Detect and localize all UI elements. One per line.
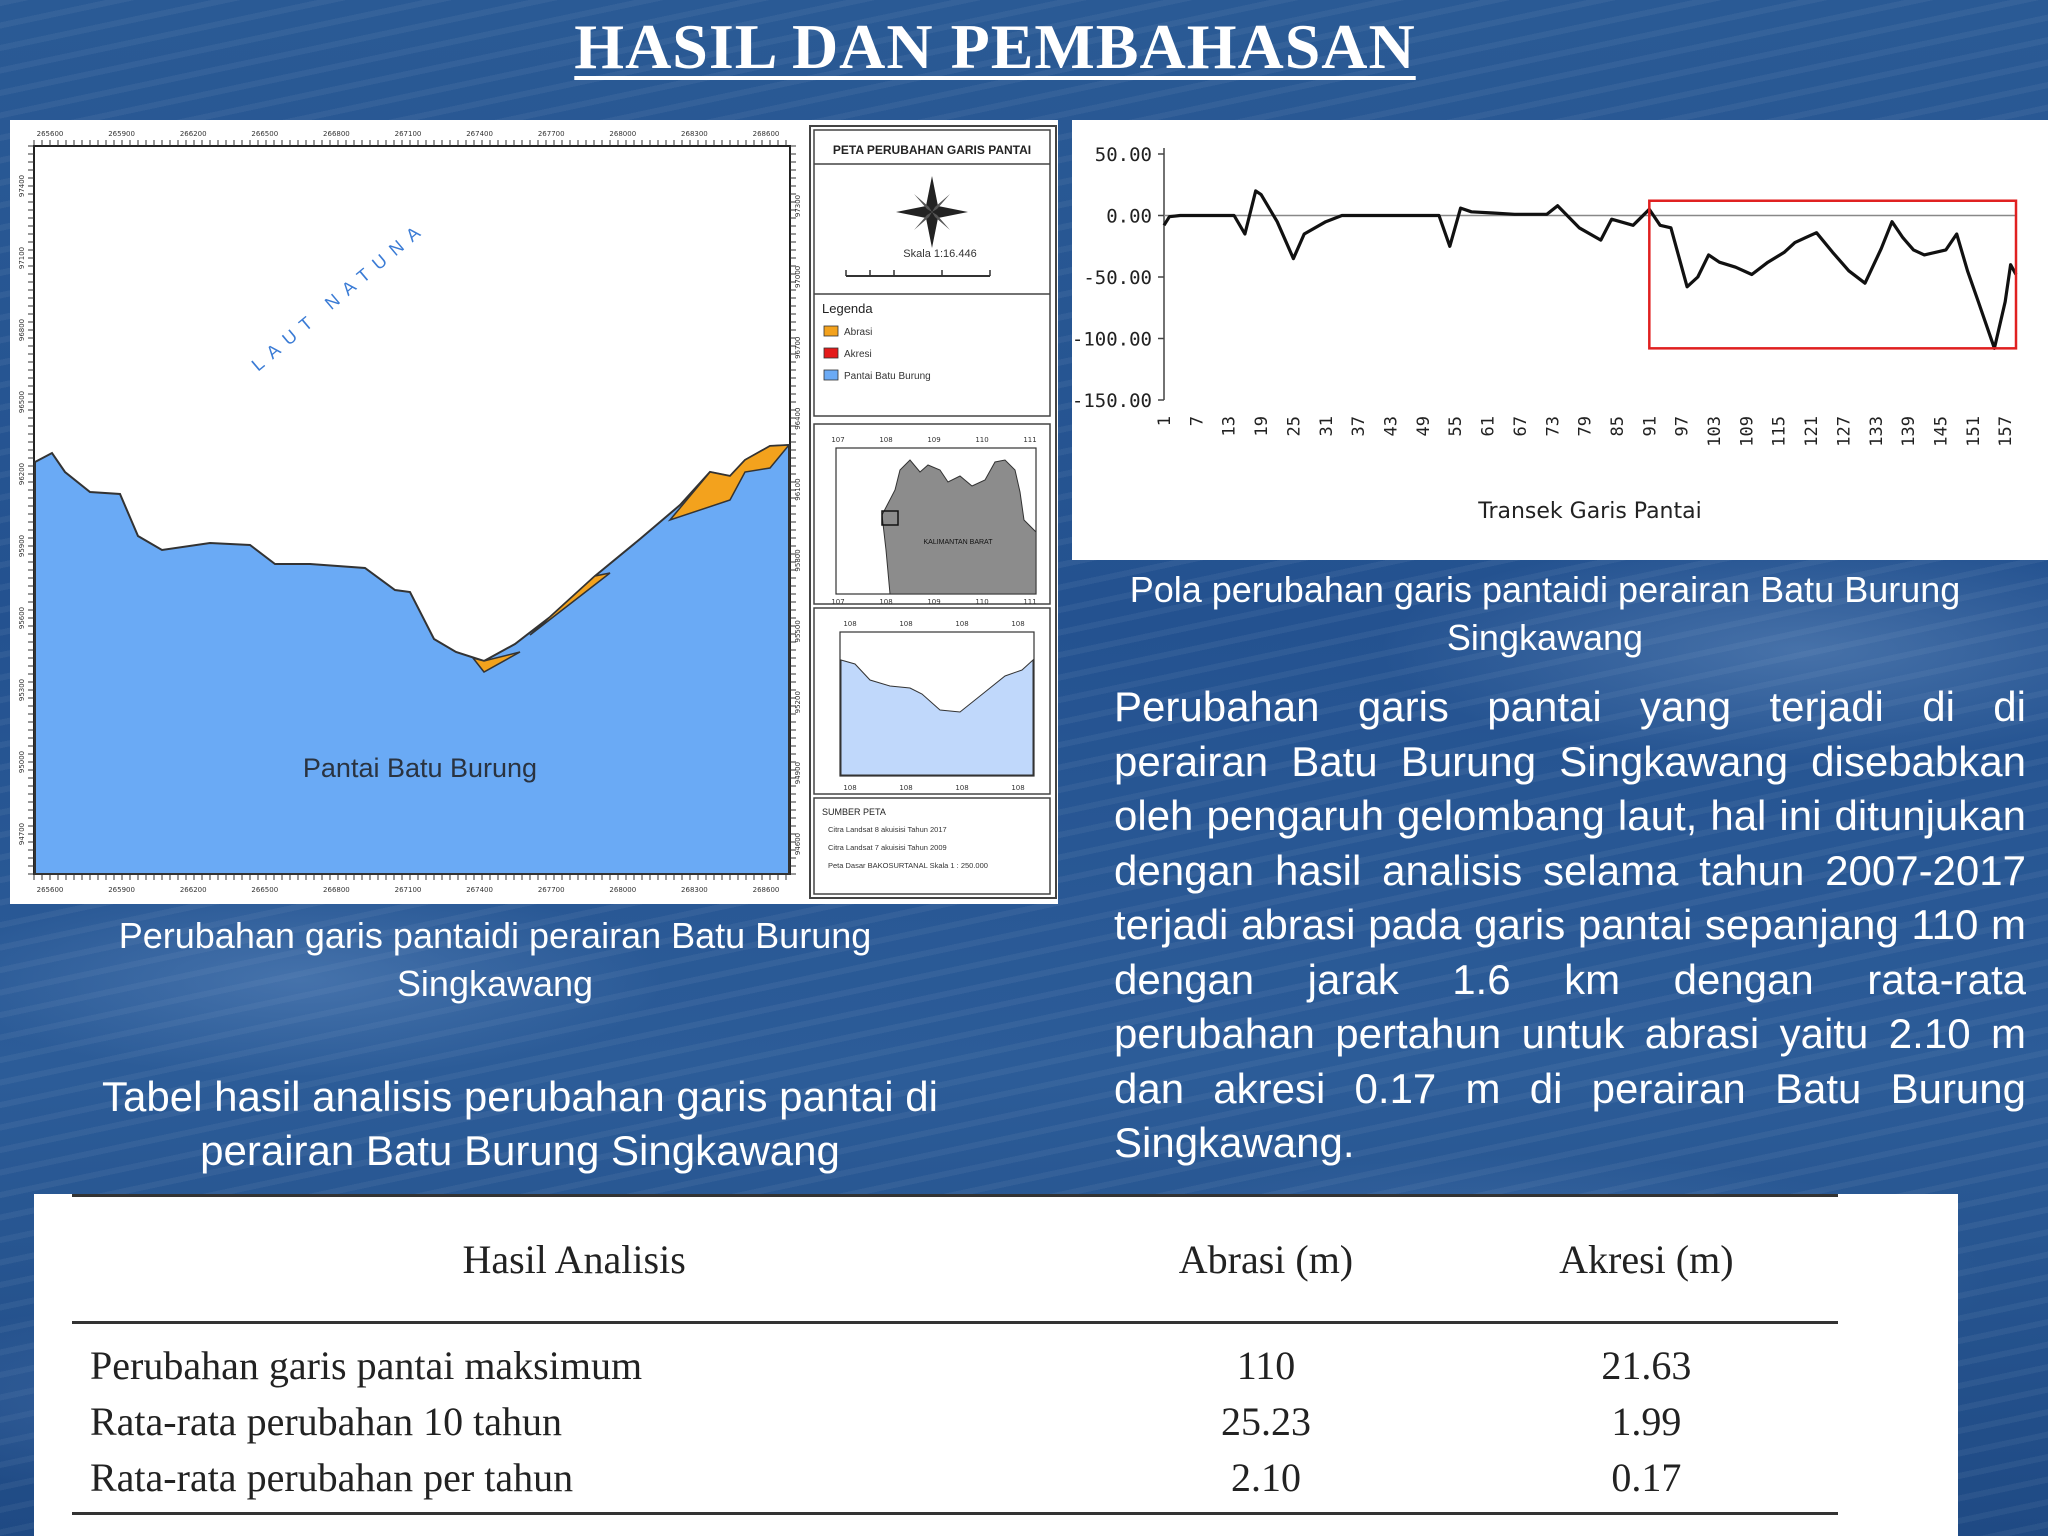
- table-cell: 110: [1236, 1342, 1296, 1388]
- kalimantan-inset-map: [882, 460, 1036, 594]
- x-tick-label: 73: [1543, 416, 1564, 437]
- y-tick-label: 0.00: [1106, 205, 1152, 228]
- map-tick-label: 96400: [794, 407, 802, 430]
- legend-item-label: Akresi: [844, 349, 872, 360]
- chart-x-axis-label: Transek Garis Pantai: [1478, 499, 1702, 524]
- y-tick-label: -100.00: [1072, 328, 1152, 351]
- inset-tick-label: 108: [899, 620, 913, 628]
- results-table: [72, 1194, 1838, 1515]
- legend-swatch: [824, 348, 838, 358]
- legend-item-label: Pantai Batu Burung: [844, 371, 931, 382]
- coastline-map-figure: [10, 120, 1058, 904]
- map-tick-label: 266500: [251, 130, 279, 138]
- map-tick-label: 265600: [36, 130, 64, 138]
- table-cell: 2.10: [1077, 1449, 1454, 1514]
- slide-title: HASIL DAN PEMBAHASAN: [574, 11, 1416, 82]
- map-tick-label: 267400: [466, 886, 493, 894]
- table-cell: Rata-rata perubahan 10 tahun: [90, 1398, 563, 1444]
- table-row: [72, 1323, 1838, 1394]
- discussion-paragraph: Perubahan garis pantai yang terjadi di di perairan Batu Burung Singkawang disebabkan oleh pengaruh gelombang laut, hal ini ditunjukan dengan hasil analisis selama tahun 2007-2017 terjadi abrasi pada garis pantai sepanjang 110 m dengan jarak 1.6 km dengan rata-rata perubahan pertahun untuk abrasi yaitu 2.10 m dan akresi 0.17 m di perairan Batu Burung Singkawang.: [1114, 683, 2026, 1166]
- map-tick-label: 97000: [794, 265, 802, 289]
- map-tick-label: 96700: [794, 336, 802, 359]
- inset-region-label: KALIMANTAN BARAT: [923, 539, 993, 546]
- map-tick-label: 268000: [609, 886, 637, 894]
- inset-tick-label: 108: [843, 620, 857, 628]
- chart-x-axis: [1155, 216, 2016, 447]
- x-tick-label: 43: [1381, 416, 1402, 437]
- x-tick-label: 145: [1931, 416, 1952, 447]
- x-tick-label: 55: [1446, 416, 1467, 437]
- table-row: [72, 1449, 1838, 1514]
- map-tick-label: 268300: [681, 130, 708, 138]
- table-cell: 21.63: [1601, 1342, 1692, 1388]
- y-tick-label: 50.00: [1094, 144, 1152, 166]
- inset-tick-label: 108: [955, 620, 969, 628]
- inset-tick-label: 108: [899, 784, 913, 792]
- map-tick-label: 265900: [108, 130, 135, 138]
- inset-tick-label: 107: [831, 436, 845, 444]
- chart-y-axis: [1072, 144, 1164, 412]
- x-tick-label: 115: [1769, 416, 1790, 447]
- map-tick-label: 94600: [794, 832, 802, 856]
- map-tick-label: 268600: [752, 886, 780, 894]
- x-tick-label: 121: [1802, 416, 1823, 447]
- map-tick-label: 95300: [18, 678, 26, 702]
- x-tick-label: 127: [1834, 416, 1855, 447]
- map-tick-label: 95000: [18, 750, 26, 774]
- map-caption: Perubahan garis pantaidi perairan Batu Burung Singkawang: [118, 915, 872, 1004]
- table-header-cell: Hasil Analisis: [72, 1196, 1077, 1323]
- land-label: Pantai Batu Burung: [302, 753, 538, 783]
- map-scale: Skala 1:16.446: [903, 248, 977, 260]
- source-item: Peta Dasar BAKOSURTANAL Skala 1 : 250.000: [828, 861, 988, 870]
- map-tick-label: 96800: [18, 318, 26, 342]
- map-tick-label: 94700: [18, 822, 26, 846]
- sea-label: LAUT NATUNA: [247, 216, 431, 376]
- inset-tick-label: 109: [927, 598, 941, 606]
- table-row: [72, 1393, 1838, 1449]
- map-tick-label: 267700: [537, 130, 565, 138]
- map-left-ticks: [18, 175, 26, 845]
- table-header-row: [72, 1196, 1838, 1323]
- map-tick-label: 95200: [794, 691, 802, 714]
- legend-swatch: [824, 326, 838, 336]
- map-panel-title: PETA PERUBAHAN GARIS PANTAI: [832, 143, 1032, 157]
- inset-tick-label: 109: [927, 436, 941, 444]
- map-tick-label: 95500: [794, 620, 802, 643]
- map-tick-label: 268000: [609, 130, 637, 138]
- x-tick-label: 31: [1316, 416, 1337, 437]
- inset-tick-label: 110: [975, 436, 989, 444]
- x-tick-label: 49: [1413, 416, 1434, 437]
- map-tick-label: 267400: [466, 130, 493, 138]
- map-tick-label: 267100: [394, 130, 422, 138]
- table-cell: 1.99: [1611, 1398, 1682, 1444]
- map-tick-label: 265600: [36, 886, 64, 894]
- results-table-panel: [34, 1194, 1958, 1536]
- inset-tick-label: 107: [831, 598, 845, 606]
- x-tick-label: 85: [1607, 416, 1628, 437]
- shoreline-change-chart-figure: [1072, 120, 2048, 560]
- y-tick-label: -50.00: [1083, 267, 1152, 289]
- map-bottom-ticks: [37, 886, 780, 894]
- map-tick-label: 267700: [537, 886, 565, 894]
- y-tick-label: -150.00: [1072, 390, 1152, 412]
- x-tick-label: 1: [1155, 416, 1175, 427]
- inset-tick-label: 108: [1011, 620, 1025, 628]
- map-tick-label: 266500: [251, 886, 279, 894]
- x-tick-label: 25: [1284, 416, 1305, 437]
- legend-swatch: [824, 370, 838, 380]
- inset-tick-label: 108: [879, 598, 893, 606]
- x-tick-label: 97: [1672, 416, 1693, 437]
- table-cell: Rata-rata perubahan per tahun: [72, 1449, 1077, 1514]
- x-tick-label: 133: [1866, 416, 1887, 447]
- table-cell: 0.17: [1455, 1449, 1838, 1514]
- shoreline-change-chart: [1072, 120, 2048, 560]
- legend-title: Legenda: [822, 301, 873, 316]
- series-line: [1164, 191, 2016, 348]
- source-item: Citra Landsat 8 akuisisi Tahun 2017: [828, 825, 947, 834]
- map-tick-label: 266200: [179, 130, 207, 138]
- map-tick-label: 266200: [179, 886, 207, 894]
- map-top-ticks: [37, 130, 780, 138]
- x-tick-label: 103: [1705, 416, 1726, 447]
- x-tick-label: 61: [1478, 416, 1499, 437]
- x-tick-label: 13: [1219, 416, 1240, 437]
- map-tick-label: 94900: [794, 761, 802, 785]
- highlight-box: [1649, 201, 2016, 349]
- legend-item-label: Abrasi: [844, 327, 873, 338]
- x-tick-label: 37: [1349, 416, 1370, 437]
- table-cell: Perubahan garis pantai maksimum: [90, 1342, 643, 1388]
- inset-tick-label: 111: [1023, 598, 1037, 606]
- map-tick-label: 268600: [752, 130, 780, 138]
- map-tick-label: 96200: [18, 462, 26, 486]
- map-tick-label: 95800: [794, 549, 802, 572]
- map-tick-label: 97300: [794, 194, 802, 218]
- map-tick-label: 266800: [323, 130, 350, 138]
- source-title: SUMBER PETA: [822, 807, 886, 817]
- inset-tick-label: 108: [955, 784, 969, 792]
- map-tick-label: 96100: [794, 478, 802, 501]
- x-tick-label: 79: [1575, 416, 1596, 437]
- map-right-ticks: [794, 195, 802, 855]
- inset-tick-label: 110: [975, 598, 989, 606]
- table-cell: 25.23: [1220, 1398, 1311, 1444]
- map-tick-label: 95600: [18, 606, 26, 630]
- table-header-cell: Abrasi (m): [1077, 1196, 1454, 1323]
- table-caption: Tabel hasil analisis perubahan garis pantai di perairan Batu Burung Singkawang: [102, 1073, 938, 1174]
- inset-tick-label: 111: [1023, 436, 1037, 444]
- inset-tick-label: 108: [843, 784, 857, 792]
- map-tick-label: 268300: [681, 886, 708, 894]
- inset-tick-label: 108: [879, 436, 893, 444]
- x-tick-label: 157: [1996, 416, 2017, 447]
- map-tick-label: 265900: [108, 886, 135, 894]
- map-tick-label: 95900: [18, 534, 26, 558]
- map-tick-label: 267100: [394, 886, 422, 894]
- map-tick-label: 97400: [18, 174, 26, 198]
- x-tick-label: 109: [1737, 416, 1758, 447]
- x-tick-label: 7: [1187, 416, 1208, 427]
- map-tick-label: 266800: [323, 886, 350, 894]
- map-tick-label: 97100: [18, 246, 26, 270]
- x-tick-label: 67: [1510, 416, 1531, 437]
- chart-caption: Pola perubahan garis pantaidi perairan Batu Burung Singkawang: [1129, 569, 1961, 658]
- x-tick-label: 151: [1963, 416, 1984, 447]
- map-tick-label: 96500: [18, 390, 26, 414]
- chart-marks: [1164, 191, 2016, 348]
- x-tick-label: 91: [1640, 416, 1661, 437]
- source-item: Citra Landsat 7 akuisisi Tahun 2009: [828, 843, 947, 852]
- inset-tick-label: 108: [1011, 784, 1025, 792]
- coastline-map: [10, 120, 1058, 904]
- x-tick-label: 139: [1899, 416, 1920, 447]
- x-tick-label: 19: [1252, 416, 1273, 437]
- table-header-cell: Akresi (m): [1455, 1196, 1838, 1323]
